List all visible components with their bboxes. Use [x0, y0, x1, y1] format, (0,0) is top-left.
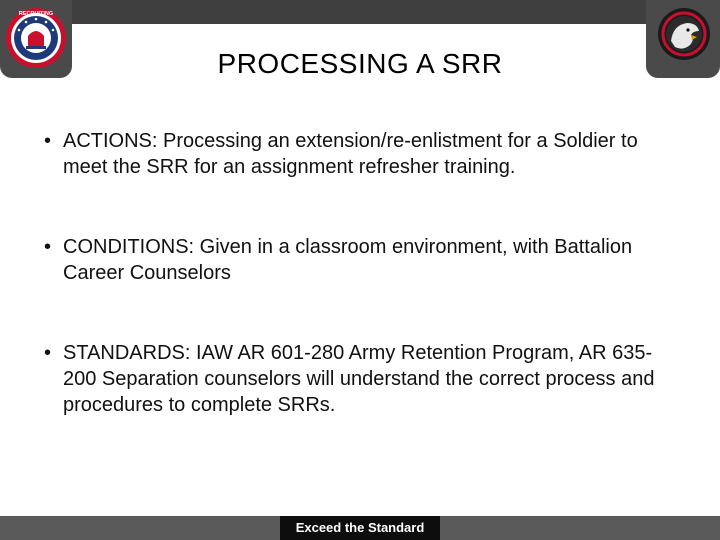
bullet-dot: •	[44, 130, 52, 152]
bullet-text: CONDITIONS: Given in a classroom environment, with Battalion Career Counselors	[63, 236, 633, 284]
bullet-conditions	[44, 234, 664, 286]
footer-motto: Exceed the Standard	[280, 516, 440, 540]
bullet-text: STANDARDS: IAW AR 601-280 Army Retention Program, AR 635-200 Separation counselors will understand the correct process and procedures to complete SRRs.	[63, 342, 655, 416]
bullet-standards	[44, 340, 664, 418]
footer-band	[0, 516, 720, 540]
bullet-text: ACTIONS: Processing an extension/re-enlistment for a Soldier to meet the SRR for an assignment refresher training.	[63, 130, 638, 178]
header-band	[0, 0, 720, 24]
bullet-list	[44, 128, 664, 418]
slide-title: PROCESSING A SRR	[217, 48, 503, 79]
bullet-dot: •	[44, 236, 52, 258]
seal-text: RECRUITING	[18, 11, 54, 17]
bullet-dot: •	[44, 342, 52, 364]
bullet-actions	[44, 128, 664, 180]
